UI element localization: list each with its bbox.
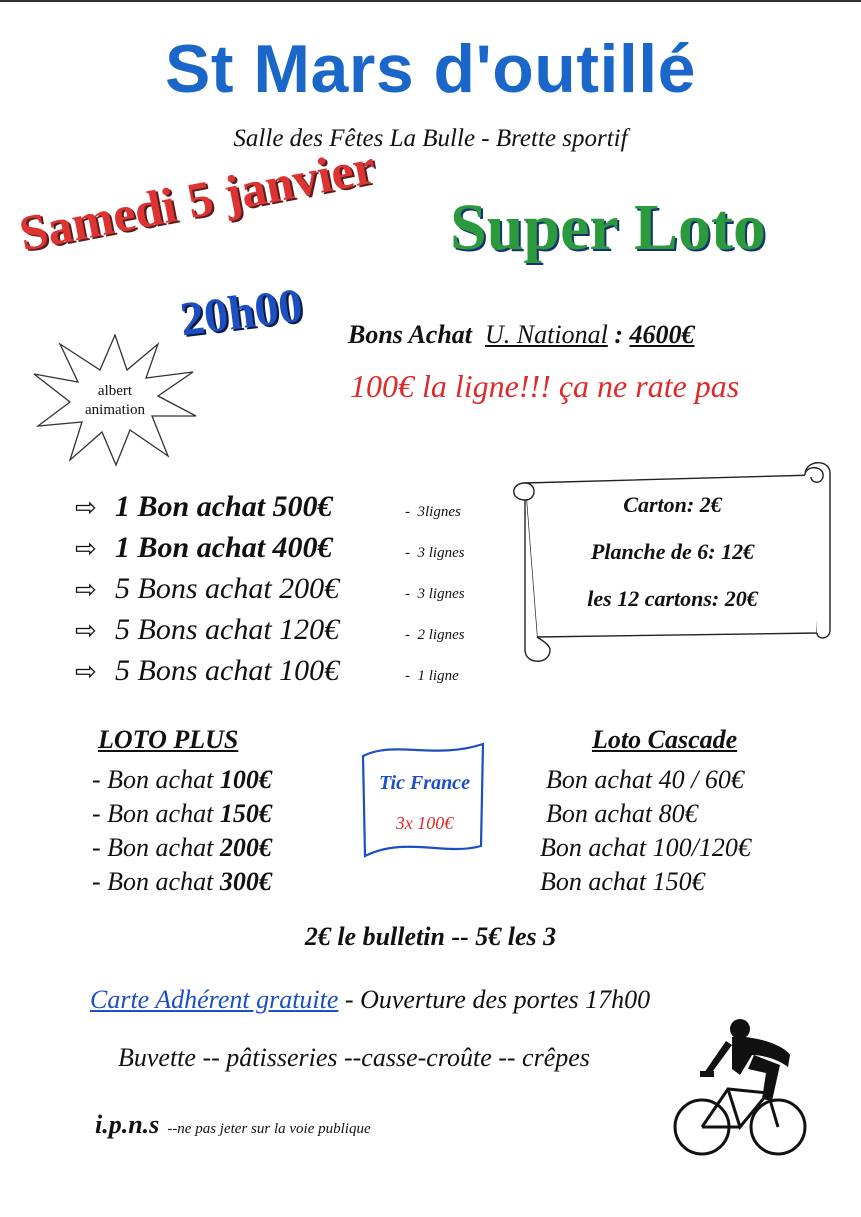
loto-plus-item bbox=[92, 765, 272, 799]
event-time: 20h00 bbox=[177, 278, 306, 347]
item-prefix: - Bon achat bbox=[92, 765, 220, 794]
prize-text: 5 Bons achat 100€ bbox=[115, 654, 340, 687]
animator-line-2: animation bbox=[85, 402, 145, 418]
item-prefix: - Bon achat bbox=[92, 833, 220, 862]
flag-banner-shape bbox=[355, 738, 490, 863]
loto-plus-section bbox=[92, 725, 272, 901]
venue-subtitle: Salle des Fêtes La Bulle - Brette sportif bbox=[233, 125, 628, 152]
item-prefix: - Bon achat bbox=[92, 867, 220, 896]
prize-sep: - bbox=[405, 545, 410, 561]
opening-time: - Ouverture des portes 17h00 bbox=[338, 985, 651, 1014]
prize-detail bbox=[405, 545, 465, 562]
prize-item bbox=[75, 531, 465, 572]
prize-text: 1 Bon achat 500€ bbox=[115, 490, 333, 523]
loto-cascade-section bbox=[540, 725, 751, 901]
bons-vendor: U. National bbox=[485, 320, 608, 349]
loto-plus-item bbox=[92, 799, 272, 833]
bons-amount: 4600€ bbox=[629, 320, 695, 349]
hook-arrow-icon: ⇨ bbox=[75, 493, 97, 522]
loto-plus-title: LOTO PLUS bbox=[98, 725, 239, 754]
prize-detail bbox=[405, 586, 465, 603]
cyclist-icon bbox=[670, 1015, 810, 1160]
loto-cascade-title: Loto Cascade bbox=[592, 725, 738, 754]
hook-arrow-icon: ⇨ bbox=[75, 575, 97, 604]
buvette-line: Buvette -- pâtisseries --casse-croûte -- crêpes bbox=[118, 1043, 590, 1072]
price-12-cartons: les 12 cartons: 20€ bbox=[587, 586, 758, 611]
prize-detail bbox=[405, 668, 459, 685]
prize-item bbox=[75, 572, 465, 613]
item-amount: 150€ bbox=[219, 799, 272, 828]
cascade-item: Bon achat 100/120€ bbox=[540, 833, 751, 862]
hook-arrow-icon: ⇨ bbox=[75, 616, 97, 645]
prize-lines: 3 lignes bbox=[417, 545, 465, 561]
bons-achat-line bbox=[348, 320, 695, 350]
animator-line-1: albert bbox=[97, 383, 133, 399]
prize-sep: - bbox=[405, 627, 410, 643]
carte-line bbox=[90, 985, 650, 1015]
prize-lines: 2 lignes bbox=[417, 627, 465, 643]
loto-plus-item bbox=[92, 833, 272, 867]
loto-plus-item bbox=[92, 867, 272, 901]
prize-lines: 1 ligne bbox=[417, 668, 459, 684]
prize-sep: - bbox=[405, 586, 410, 602]
prize-text: 5 Bons achat 200€ bbox=[115, 572, 340, 605]
cascade-item: Bon achat 80€ bbox=[546, 799, 698, 828]
carte-adherent-link[interactable]: Carte Adhérent gratuite bbox=[90, 985, 339, 1014]
price-planche: Planche de 6: 12€ bbox=[590, 539, 755, 564]
item-amount: 300€ bbox=[219, 867, 272, 896]
prize-lines: 3lignes bbox=[417, 504, 461, 520]
page-title: St Mars d'outillé bbox=[165, 31, 696, 107]
event-name: Super Loto bbox=[450, 191, 767, 264]
hook-arrow-icon: ⇨ bbox=[75, 534, 97, 563]
prize-detail bbox=[405, 627, 465, 644]
prize-detail bbox=[405, 504, 461, 521]
prize-item bbox=[75, 654, 459, 695]
ipns-note: --ne pas jeter sur la voie publique bbox=[167, 1121, 371, 1137]
prize-item bbox=[75, 490, 461, 531]
prize-lines: 3 lignes bbox=[417, 586, 465, 602]
cascade-item: Bon achat 150€ bbox=[540, 867, 705, 896]
prize-list bbox=[75, 490, 465, 695]
ipns-footer bbox=[95, 1110, 371, 1140]
item-amount: 100€ bbox=[219, 765, 272, 794]
item-amount: 200€ bbox=[219, 833, 272, 862]
top-border bbox=[0, 0, 861, 2]
ipns-label: i.p.n.s bbox=[95, 1110, 160, 1139]
prize-text: 1 Bon achat 400€ bbox=[115, 531, 333, 564]
tic-france-title: Tic France bbox=[379, 772, 470, 794]
prize-item bbox=[75, 613, 465, 654]
bons-separator: : bbox=[607, 320, 630, 349]
cascade-item: Bon achat 40 / 60€ bbox=[546, 765, 744, 794]
prize-sep: - bbox=[405, 504, 410, 520]
prize-sep: - bbox=[405, 668, 410, 684]
bulletin-price: 2€ le bulletin -- 5€ les 3 bbox=[304, 922, 557, 951]
slogan: 100€ la ligne!!! ça ne rate pas bbox=[350, 368, 740, 404]
event-date: Samedi 5 janvier bbox=[14, 137, 380, 262]
price-carton: Carton: 2€ bbox=[623, 492, 722, 517]
tic-france-prize: 3x 100€ bbox=[395, 813, 454, 833]
item-prefix: - Bon achat bbox=[92, 799, 220, 828]
bons-label: Bons Achat bbox=[348, 320, 473, 349]
animator-label bbox=[50, 382, 180, 420]
prize-text: 5 Bons achat 120€ bbox=[115, 613, 340, 646]
hook-arrow-icon: ⇨ bbox=[75, 657, 97, 686]
